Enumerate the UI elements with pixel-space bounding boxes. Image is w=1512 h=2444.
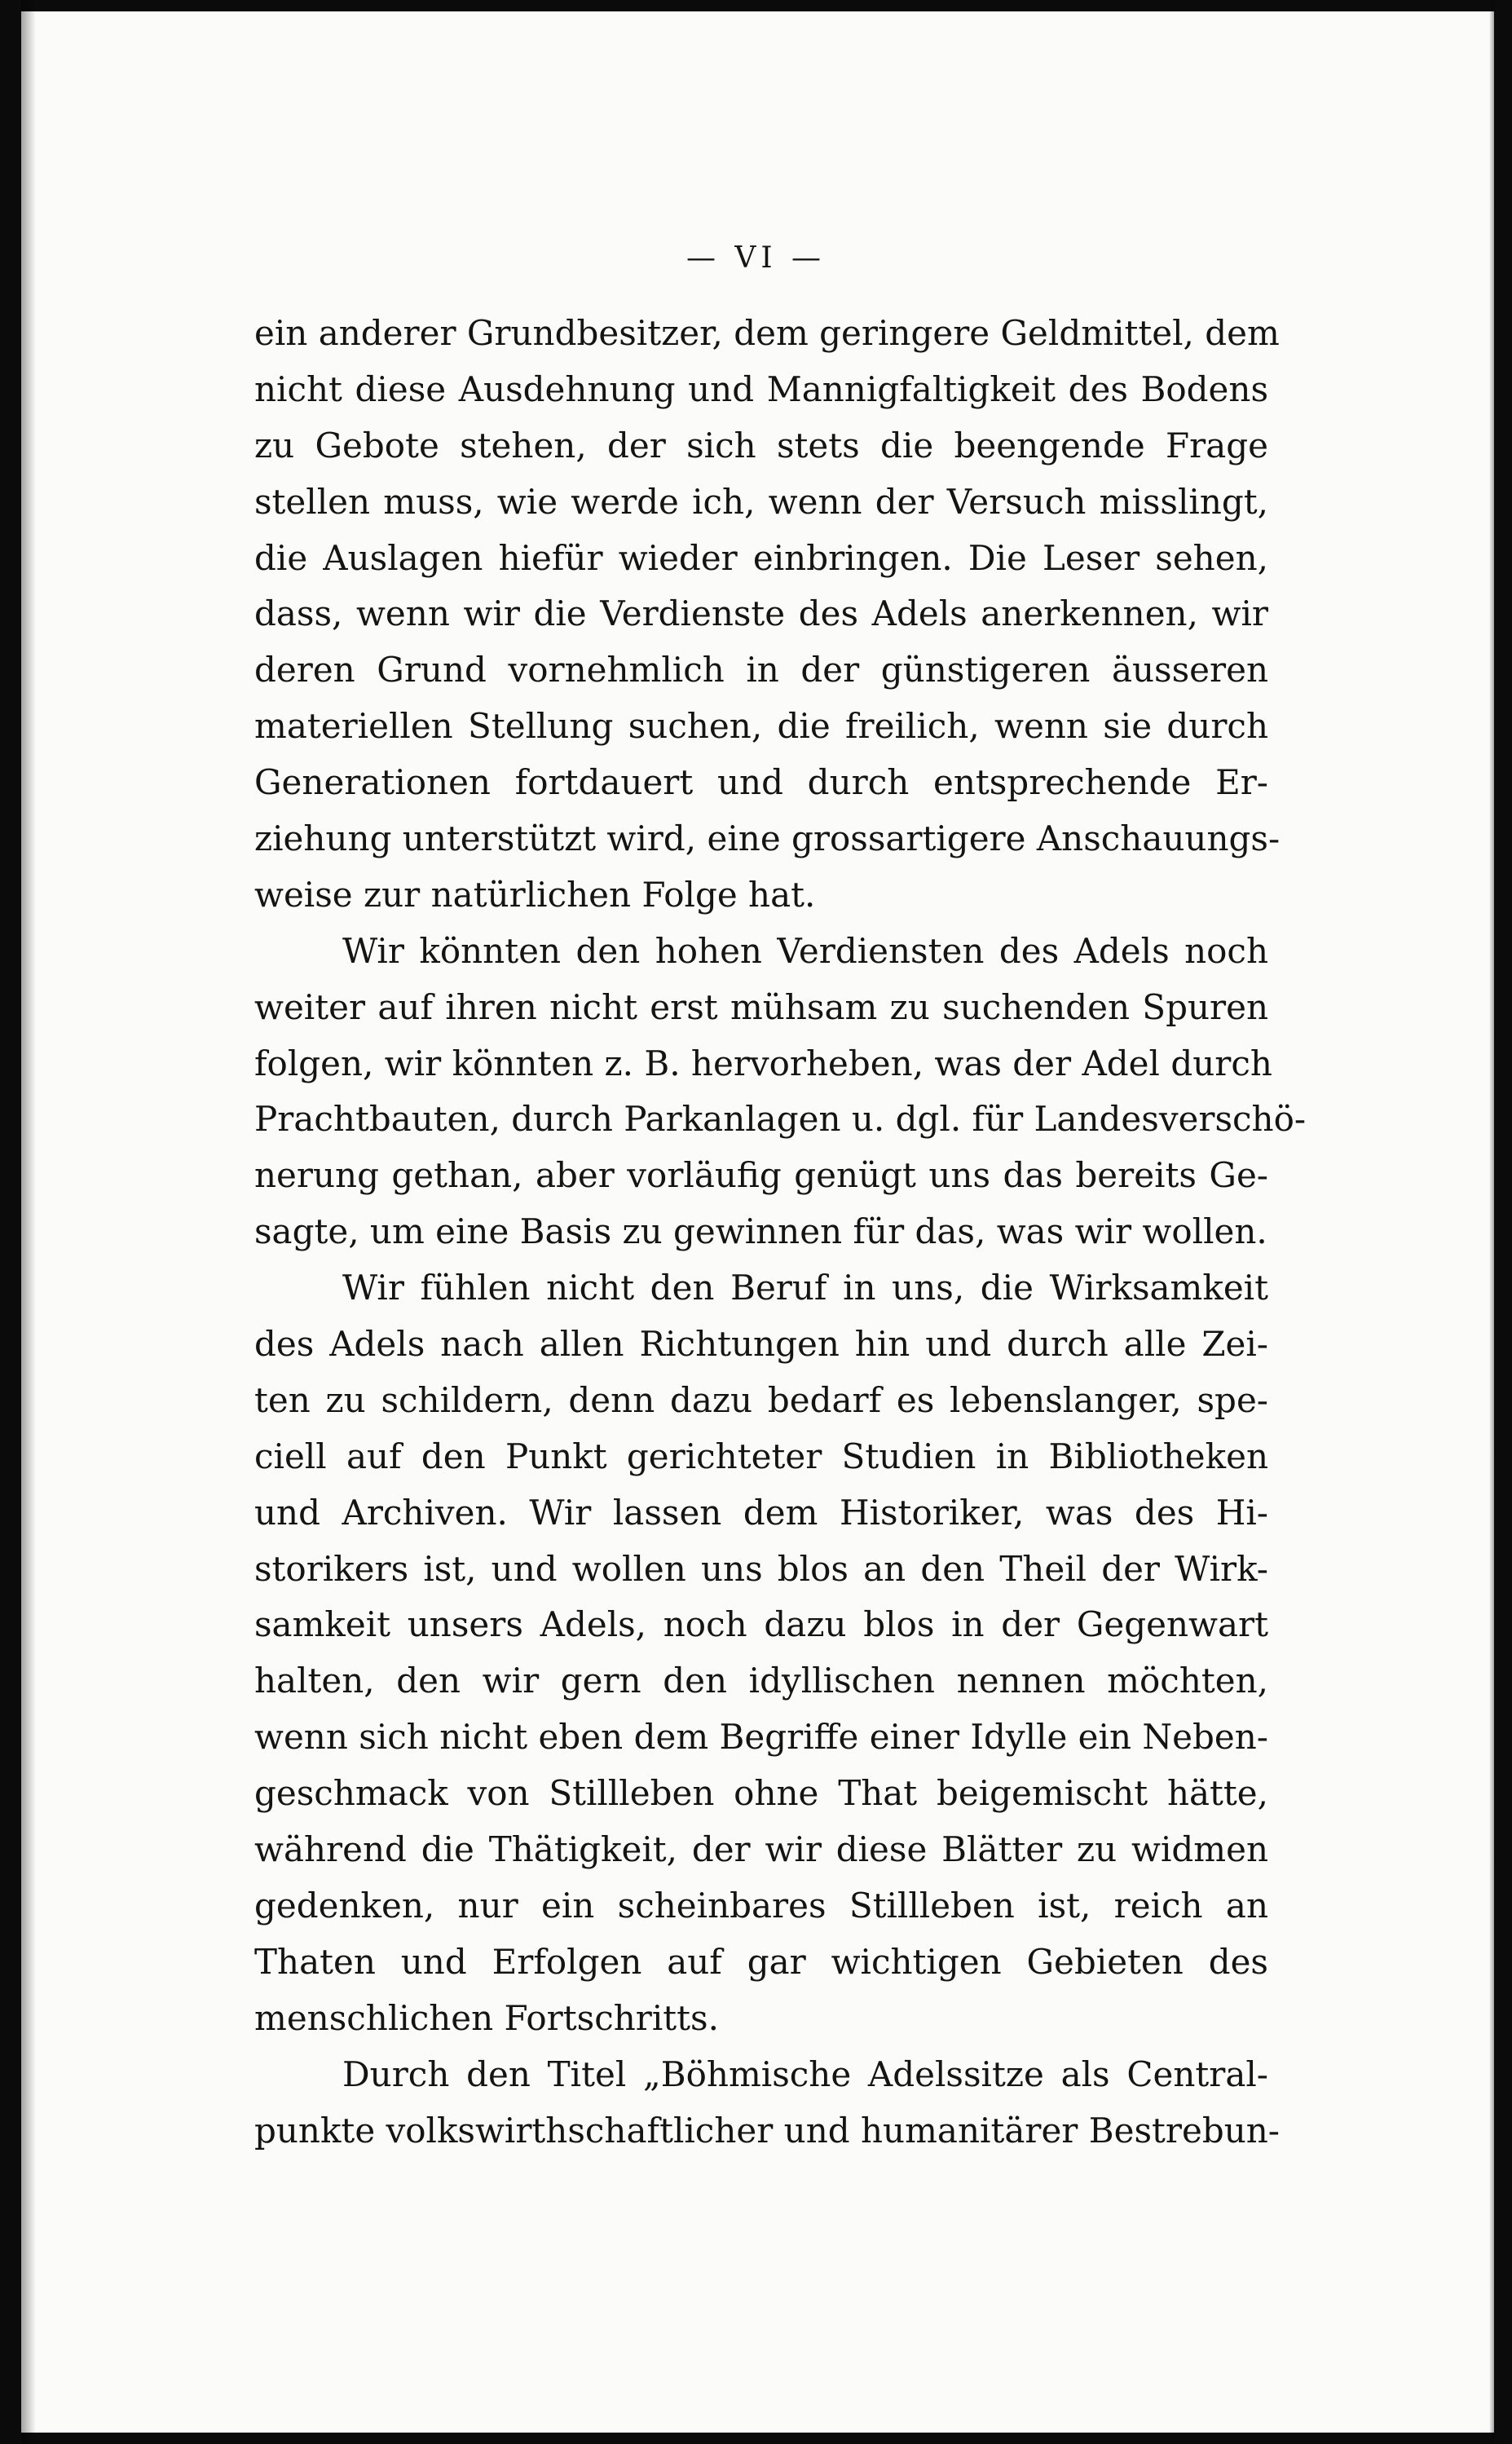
text-line: und Archiven. Wir lassen dem Historiker, was des Hi- xyxy=(254,1492,1268,1533)
text-line: ein anderer Grundbesitzer, dem geringere Geldmittel, dem xyxy=(254,313,1280,353)
text-line: punkte volkswirthschaftlicher und humanitärer Bestrebun- xyxy=(254,2110,1280,2151)
scan-border-left xyxy=(0,0,21,2444)
body-text xyxy=(254,306,1307,2159)
scan-shadow-right xyxy=(1489,0,1494,2444)
text-line: nicht diese Ausdehnung und Mannigfaltigkeit des Bodens xyxy=(254,368,1268,409)
text-line: Wir fühlen nicht den Beruf in uns, die Wirksamkeit xyxy=(342,1268,1268,1308)
text-line: materiellen Stellung suchen, die freilich, wenn sie durch xyxy=(254,706,1268,747)
text-line: dass, wenn wir die Verdienste des Adels anerkennen, wir xyxy=(254,593,1268,634)
text-line: Durch den Titel „Böhmische Adelssitze als Central- xyxy=(342,2054,1268,2094)
text-line: deren Grund vornehmlich in der günstigeren äusseren xyxy=(254,650,1268,690)
text-line: ten zu schildern, denn dazu bedarf es lebenslanger, spe- xyxy=(254,1379,1268,1420)
text-line: Generationen fortdauert und durch entsprechende Er- xyxy=(254,762,1268,803)
text-line: stellen muss, wie werde ich, wenn der Versuch misslingt, xyxy=(254,481,1268,522)
text-line: weise zur natürlichen Folge hat. xyxy=(254,874,816,915)
scan-border-top xyxy=(0,0,1512,11)
text-line: Thaten und Erfolgen auf gar wichtigen Gebieten des xyxy=(254,1941,1268,1982)
text-line: während die Thätigkeit, der wir diese Blätter zu widmen xyxy=(254,1829,1268,1870)
text-line: storikers ist, und wollen uns blos an den Theil der Wirk- xyxy=(254,1548,1268,1589)
text-line: ciell auf den Punkt gerichteter Studien in Bibliotheken xyxy=(254,1436,1268,1476)
text-line: Wir könnten den hohen Verdiensten des Adels noch xyxy=(342,930,1268,971)
text-line: des Adels nach allen Richtungen hin und durch alle Zei- xyxy=(254,1324,1268,1365)
text-line: nerung gethan, aber vorläufig genügt uns das bereits Ge- xyxy=(254,1155,1268,1196)
scan-border-right xyxy=(1494,0,1512,2444)
scan-shadow-left xyxy=(21,0,36,2444)
text-line: Prachtbauten, durch Parkanlagen u. dgl. für Landesverschö- xyxy=(254,1099,1307,1140)
page-number: — VI — xyxy=(685,241,827,275)
text-line: halten, den wir gern den idyllischen nennen möchten, xyxy=(254,1661,1268,1701)
text-line: menschlichen Fortschritts. xyxy=(254,1997,719,2038)
text-line: zu Gebote stehen, der sich stets die beengende Frage xyxy=(254,425,1268,465)
text-line: folgen, wir könnten z. B. hervorheben, was der Adel durch xyxy=(254,1043,1272,1083)
text-line: geschmack von Stillleben ohne That beigemischt hätte, xyxy=(254,1773,1268,1814)
scan-border-bottom xyxy=(0,2433,1512,2444)
text-line: samkeit unsers Adels, noch dazu blos in der Gegenwart xyxy=(254,1604,1268,1645)
text-line: weiter auf ihren nicht erst mühsam zu suchenden Spuren xyxy=(254,986,1268,1027)
text-line: sagte, um eine Basis zu gewinnen für das, was wir wollen. xyxy=(254,1211,1267,1252)
text-line: gedenken, nur ein scheinbares Stillleben ist, reich an xyxy=(254,1885,1268,1926)
text-line: ziehung unterstützt wird, eine grossartigere Anschauungs- xyxy=(254,818,1281,859)
text-line: die Auslagen hiefür wieder einbringen. Die Leser sehen, xyxy=(254,537,1268,578)
text-line: wenn sich nicht eben dem Begriffe einer Idylle ein Neben- xyxy=(254,1717,1268,1758)
